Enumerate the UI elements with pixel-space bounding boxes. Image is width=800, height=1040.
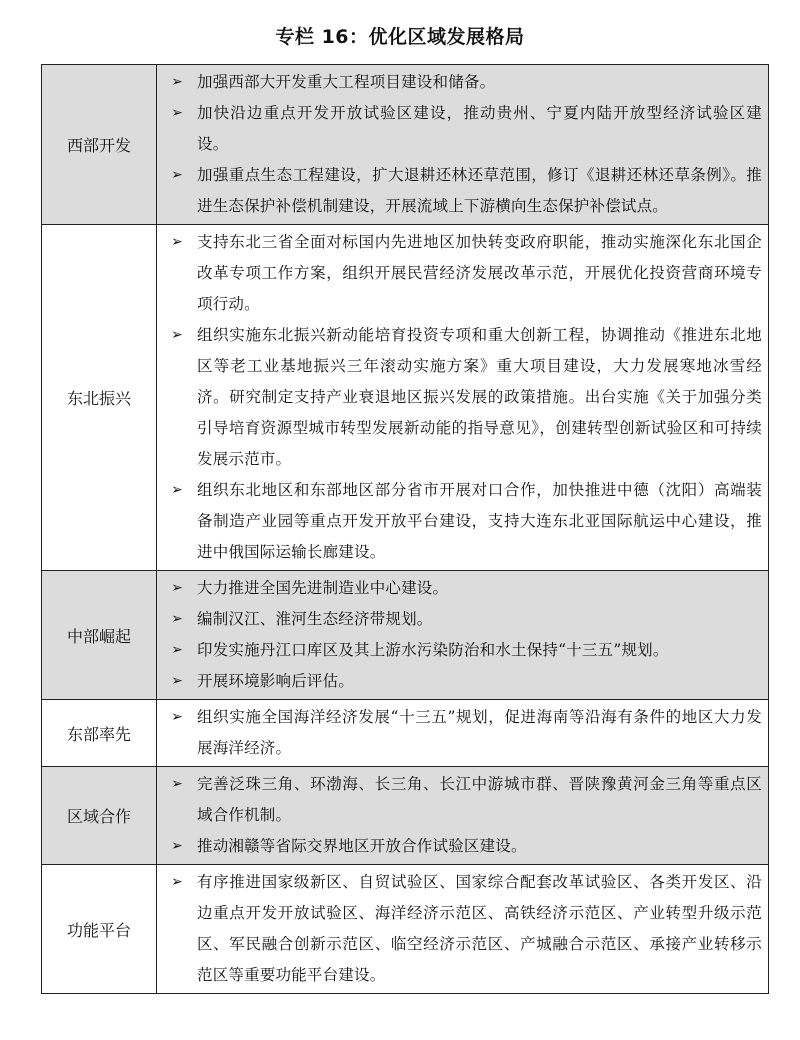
item-list (157, 767, 768, 864)
region-development-table (41, 64, 769, 994)
section-content (157, 865, 769, 994)
arrow-bullet-icon: ➢ (171, 234, 183, 250)
list-item (157, 98, 762, 160)
list-item (157, 573, 762, 604)
arrow-bullet-icon: ➢ (171, 874, 183, 890)
item-text: 印发实施丹江口库区及其上游水污染防治和水土保持“十三五”规划。 (197, 641, 669, 659)
box-title: 专栏 16：优化区域发展格局 (275, 26, 525, 48)
item-text: 加快沿边重点开发开放试验区建设，推动贵州、宁夏内陆开放型经济试验区建设。 (197, 104, 762, 153)
arrow-bullet-icon: ➢ (171, 167, 183, 183)
item-text: 编制汉江、淮河生态经济带规划。 (197, 610, 433, 628)
item-text: 支持东北三省全面对标国内先进地区加快转变政府职能，推动实施深化东北国企改革专项工作方案，组织开展民营经济发展改革示范，开展优化投资营商环境专项行动。 (197, 233, 762, 313)
arrow-bullet-icon: ➢ (171, 776, 183, 792)
list-item (157, 160, 762, 222)
list-item (157, 635, 762, 666)
list-item (157, 702, 762, 764)
arrow-bullet-icon: ➢ (171, 673, 183, 689)
list-item (157, 831, 762, 862)
list-item (157, 666, 762, 697)
list-item (157, 769, 762, 831)
list-item (157, 475, 762, 568)
table-body (42, 65, 769, 994)
item-text: 开展环境影响后评估。 (197, 672, 355, 690)
arrow-bullet-icon: ➢ (171, 105, 183, 121)
item-text: 组织东北地区和东部地区部分省市开展对口合作，加快推进中德（沈阳）高端装备制造产业园等重点开发开放平台建设，支持大连东北亚国际航运中心建设，推进中俄国际运输长廊建设。 (197, 481, 762, 561)
item-list (157, 65, 768, 224)
section-row (42, 700, 769, 767)
item-list (157, 700, 768, 766)
arrow-bullet-icon: ➢ (171, 709, 183, 725)
arrow-bullet-icon: ➢ (171, 611, 183, 627)
section-row (42, 571, 769, 700)
section-content (157, 225, 769, 571)
arrow-bullet-icon: ➢ (171, 580, 183, 596)
section-content (157, 700, 769, 767)
arrow-bullet-icon: ➢ (171, 642, 183, 658)
section-row (42, 225, 769, 571)
list-item (157, 320, 762, 475)
arrow-bullet-icon: ➢ (171, 482, 183, 498)
list-item (157, 604, 762, 635)
item-text: 加强西部大开发重大工程项目建设和储备。 (197, 73, 496, 91)
item-text: 完善泛珠三角、环渤海、长三角、长江中游城市群、晋陕豫黄河金三角等重点区域合作机制。 (197, 775, 762, 824)
section-label: 东北振兴 (42, 225, 157, 571)
section-content (157, 65, 769, 225)
section-label: 中部崛起 (42, 571, 157, 700)
item-text: 大力推进全国先进制造业中心建设。 (197, 579, 449, 597)
item-list (157, 225, 768, 570)
item-list (157, 865, 768, 993)
item-text: 组织实施全国海洋经济发展“十三五”规划，促进海南等沿海有条件的地区大力发展海洋经济。 (197, 708, 762, 757)
section-label: 区域合作 (42, 767, 157, 865)
list-item (157, 227, 762, 320)
section-label: 东部率先 (42, 700, 157, 767)
list-item (157, 867, 762, 991)
item-text: 有序推进国家级新区、自贸试验区、国家综合配套改革试验区、各类开发区、沿边重点开发开放试验区、海洋经济示范区、高铁经济示范区、产业转型升级示范区、军民融合创新示范区、临空经济示范区、产城融合示范区、承接产业转移示范区等重要功能平台建设。 (197, 873, 762, 984)
section-label: 功能平台 (42, 865, 157, 994)
item-list (157, 571, 768, 699)
item-text: 加强重点生态工程建设，扩大退耕还林还草范围，修订《退耕还林还草条例》。推进生态保护补偿机制建设，开展流域上下游横向生态保护补偿试点。 (197, 166, 762, 215)
list-item (157, 67, 762, 98)
arrow-bullet-icon: ➢ (171, 327, 183, 343)
item-text: 组织实施东北振兴新动能培育投资专项和重大创新工程，协调推动《推进东北地区等老工业基地振兴三年滚动实施方案》重大项目建设，大力发展寒地冰雪经济。研究制定支持产业衰退地区振兴发展的政策措施。出台实施《关于加强分类引导培育资源型城市转型发展新动能的指导意见》，创建转型创新试验区和可持续发展示范市。 (197, 326, 762, 468)
section-row (42, 65, 769, 225)
section-content (157, 571, 769, 700)
arrow-bullet-icon: ➢ (171, 74, 183, 90)
section-row (42, 767, 769, 865)
section-row (42, 865, 769, 994)
section-label: 西部开发 (42, 65, 157, 225)
section-content (157, 767, 769, 865)
arrow-bullet-icon: ➢ (171, 838, 183, 854)
item-text: 推动湘赣等省际交界地区开放合作试验区建设。 (197, 837, 527, 855)
